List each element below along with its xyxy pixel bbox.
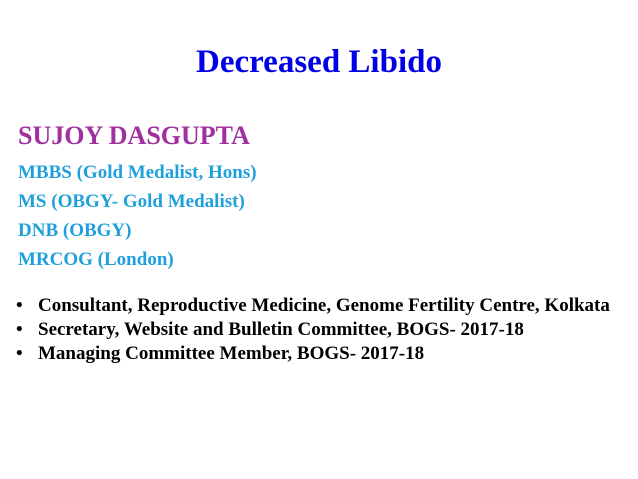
roles-list [16,294,616,366]
role-item [16,342,616,366]
credential-item: MBBS (Gold Medalist, Hons) [18,162,257,183]
role-item [16,294,616,318]
bullet-icon: • [16,295,23,316]
credential-item: MRCOG (London) [18,249,174,270]
bullet-icon: • [16,319,23,340]
role-text: Managing Committee Member, BOGS- 2017-18 [38,343,425,364]
role-text: Secretary, Website and Bulletin Committee, BOGS- 2017-18 [38,319,524,340]
role-text: Consultant, Reproductive Medicine, Genome Fertility Centre, Kolkata [38,295,610,316]
credential-item: MS (OBGY- Gold Medalist) [18,191,245,212]
credential-item: DNB (OBGY) [18,220,132,241]
credentials-list [18,158,257,274]
author-name: SUJOY DASGUPTA [18,121,250,150]
role-item [16,318,616,342]
bullet-icon: • [16,343,23,364]
slide-title: Decreased Libido [196,44,442,80]
